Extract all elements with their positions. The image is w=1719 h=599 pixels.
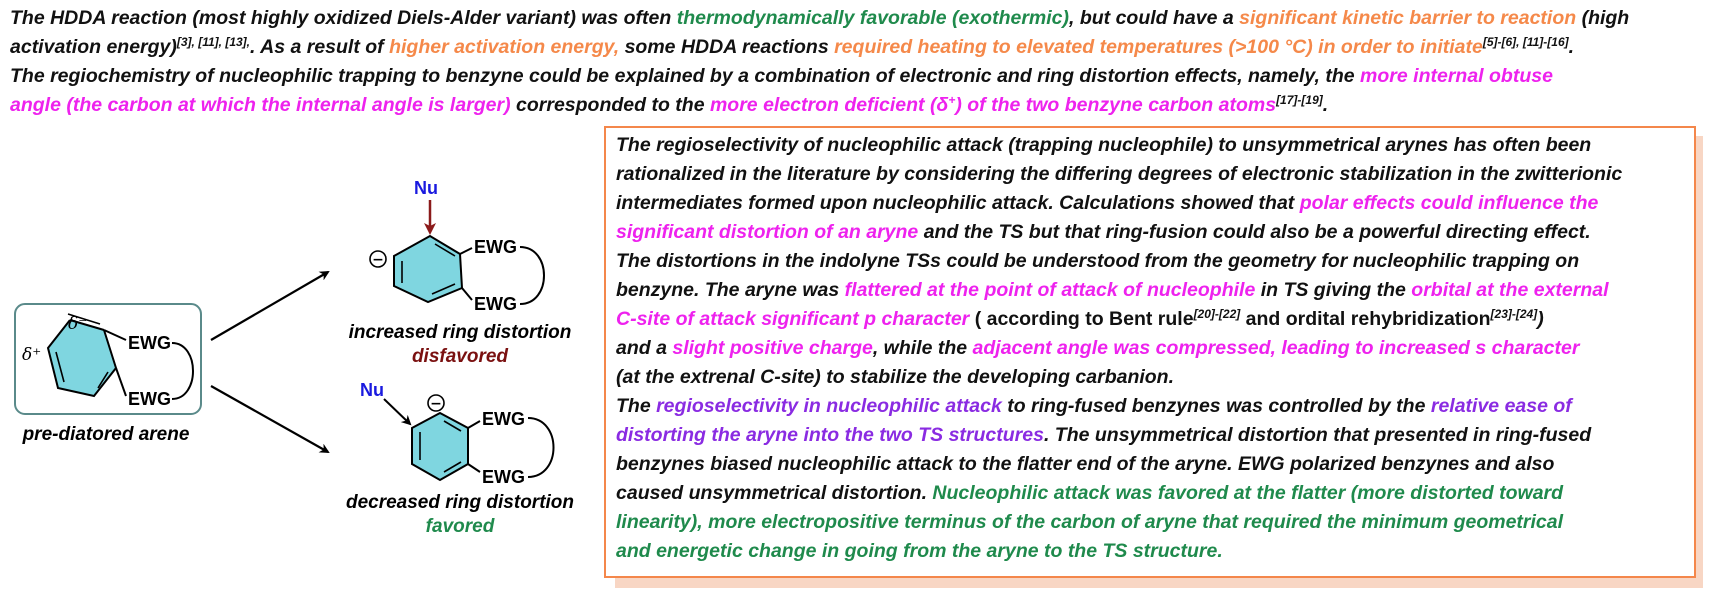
box-line [616,334,1579,363]
start-ewg-top: EWG [128,333,171,353]
text-run: orbital at the external [1411,279,1609,301]
citation-ref: [23]-[24] [1490,307,1538,321]
top-ewg-bottom: EWG [474,294,517,314]
box-line [616,160,1622,189]
text-run: and ordital rehybridization [1240,308,1491,330]
text-run: The distortions in the indolyne TSs could be understood from the geometry for nucleophilic trapping on [616,250,1580,272]
top-outcome: disfavored [411,346,509,367]
box-line [616,392,1572,421]
text-run: activation energy) [10,36,177,58]
box-line [616,479,1563,508]
text-run: . The unsymmetrical distortion that presented in ring-fused [1043,424,1592,446]
intro-line-4 [10,91,1710,120]
text-run: and energetic change in going from the aryne to the TS structure. [616,540,1223,562]
box-line [616,421,1591,450]
explanation-box [604,126,1696,578]
text-run: slight positive charge [672,337,873,359]
text-run: relative ease of [1430,395,1572,417]
bottom-ewg-top: EWG [482,409,525,429]
text-run: distorting the aryne into the two TS structures [616,424,1044,446]
delta-minus: δ⁻ [68,314,88,334]
text-run: . [1322,94,1329,116]
citation-ref: [20]-[22] [1193,307,1241,321]
text-run: rationalized in the literature by considering the differing degrees of electronic stabilization in the zwitterionic [616,163,1623,185]
text-run: . [1568,36,1575,58]
text-run: flattered at the point of attack of nucleophile [844,279,1256,301]
text-run: ( according to Bent rule [969,308,1194,330]
text-run: benzyne. The aryne was [616,279,845,301]
box-line [616,247,1579,276]
text-run: ) [1537,308,1544,330]
text-run: corresponded to the [510,94,710,116]
text-run: significant kinetic barrier to reaction [1239,7,1577,29]
text-run: more internal obtuse [1360,65,1553,87]
bottom-label: decreased ring distortion [345,492,575,513]
box-line [616,218,1591,247]
box-line [616,305,1544,334]
text-run: polar effects could influence the [1299,192,1599,214]
top-ewg-top: EWG [474,237,517,257]
text-run: more electron deficient (δ [709,94,949,116]
text-run: to ring-fused benzynes was controlled by the [1001,395,1431,417]
top-ring-bridge [520,247,544,304]
text-run: intermediates formed upon nucleophilic attack. Calculations showed that [616,192,1300,214]
text-run: angle (the carbon at which the internal angle is larger) [10,94,511,116]
text-run: , but could have a [1069,7,1240,29]
citation-ref: [17]-[19] [1276,93,1323,107]
top-label: increased ring distortion [348,322,572,343]
text-run: The HDDA reaction (most highly oxidized Diels-Alder variant) was often [10,7,677,29]
citation-ref: [3], [11], [13], [176,35,251,49]
box-line [616,276,1609,305]
box-line [616,537,1223,566]
text-run: adjacent angle was compressed, leading to increased s character [972,337,1580,359]
text-run: required heating to elevated temperatures (>100 °C) in order to initiate [834,36,1483,58]
reaction-scheme [0,150,600,590]
text-run: and a [616,337,673,359]
text-run: in TS giving the [1255,279,1412,301]
bottom-outcome: favored [425,516,495,537]
citation-ref: + [948,93,956,107]
arrow-to-disfavored [211,272,328,340]
bottom-aryne [412,413,480,480]
text-run: some HDDA reactions [619,36,835,58]
bottom-anion: − [430,396,442,412]
text-run: linearity), more electropositive terminus of the carbon of aryne that required the minimum geometrical [616,511,1564,533]
bottom-nu: Nu [360,380,384,400]
text-run: . As a result of [250,36,390,58]
text-run: Nucleophilic attack was favored at the flatter (more distorted toward [932,482,1564,504]
text-run: , while the [872,337,973,359]
box-line [616,508,1563,537]
intro-line-1 [10,4,1710,33]
intro-paragraph [10,4,1710,120]
intro-line-2 [10,33,1710,62]
text-run: (at the extrenal C-site) to stabilize the developing carbanion. [616,366,1175,388]
text-run: ) of the two benzyne carbon atoms [955,94,1277,116]
bottom-ring-bridge [528,418,554,477]
text-run: (high [1576,7,1630,29]
text-run: thermodynamically favorable (exothermic) [676,7,1070,29]
text-run: caused unsymmetrical distortion. [616,482,933,504]
citation-ref: [5]-[6], [11]-[16] [1482,35,1569,49]
box-line [616,450,1554,479]
bottom-nu-arrow [384,399,410,424]
text-run: The regioselectivity of nucleophilic attack (trapping nucleophile) to unsymmetrical arynes has often been [616,134,1592,156]
box-line [616,131,1591,160]
intro-line-3 [10,62,1710,91]
start-ring-bridge [172,343,193,399]
top-aryne [394,236,472,302]
bottom-ewg-bottom: EWG [482,467,525,487]
start-label: pre-diatored arene [22,424,190,445]
text-run: regioselectivity in nucleophilic attack [656,395,1002,417]
text-run: The [616,395,657,417]
text-run: The regiochemistry of nucleophilic trapping to benzyne could be explained by a combination of electronic and ring distortion effects, namely, the [10,65,1361,87]
text-run: and the TS but that ring-fusion could also be a powerful directing effect. [918,221,1591,243]
text-run: C-site of attack significant p character [616,308,970,330]
delta-plus: δ⁺ [22,345,42,365]
text-run: significant distortion of an aryne [616,221,919,243]
box-line [616,363,1174,392]
arrow-to-favored [211,386,328,452]
start-ewg-bottom: EWG [128,389,171,409]
text-run: benzynes biased nucleophilic attack to the flatter end of the aryne. EWG polarized benzynes and also [616,453,1555,475]
text-run: higher activation energy, [389,36,620,58]
top-anion: − [372,252,384,268]
top-nu: Nu [414,178,438,198]
box-line [616,189,1598,218]
